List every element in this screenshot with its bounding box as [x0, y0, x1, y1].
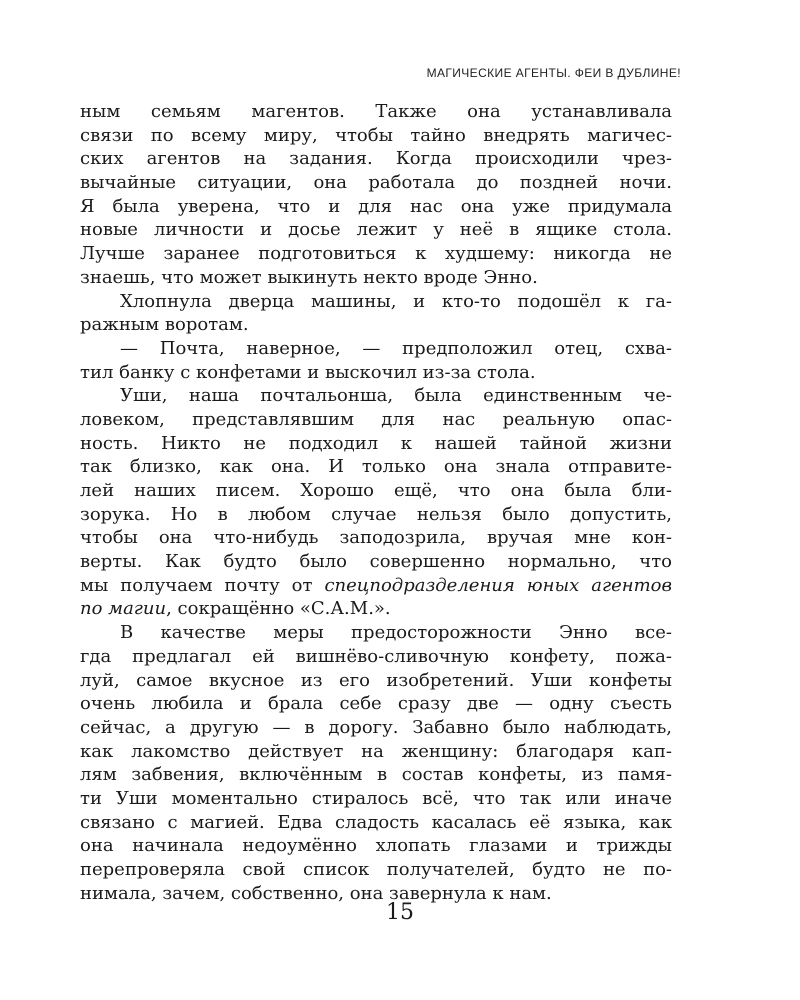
text-line: луй, самое вкусное из его изобретений. Уши конфеты: [80, 669, 672, 691]
body-text: [80, 100, 672, 905]
text-line: Хлопнула дверца машины, и кто-то подошёл к га-: [120, 290, 672, 312]
text-line: В качестве меры предосторожности Энно все-: [120, 622, 672, 644]
text-line: как лакомство действует на женщину: благодаря кап-: [80, 740, 672, 762]
italic-segment: спецподразделения юных агентов: [324, 574, 672, 596]
text-line: [80, 597, 672, 621]
text-line: — Почта, наверное, — предположил отец, схва-: [120, 337, 672, 359]
text-line: связи по всему миру, чтобы тайно внедрять магичес-: [80, 124, 672, 146]
text-line: лей наших писем. Хорошо ещё, что она была бли-: [80, 480, 672, 501]
text-line: знаешь, что может выкинуть некто вроде Энно.: [80, 266, 538, 288]
text-line: новые личности и досье лежит у неё в ящике стола.: [80, 219, 672, 241]
text-line: нимала, зачем, собственно, она завернула к нам.: [80, 882, 552, 904]
text-line: сейчас, а другую — в дорогу. Забавно было наблюдать,: [80, 716, 672, 738]
text-line: ловеком, представлявшим для нас реальную опас-: [80, 408, 672, 430]
italic-segment: по магии: [80, 598, 167, 620]
text-line: Я была уверена, что и для нас она уже придумала: [80, 195, 672, 217]
text-line: ность. Никто не подходил к нашей тайной жизни: [80, 432, 672, 454]
text-segment: мы получаем почту от: [80, 574, 313, 596]
text-line: Уши, наша почтальонша, была единственным че-: [120, 385, 672, 407]
text-line: верты. Как будто было совершенно нормально, что: [80, 551, 672, 573]
running-head: МАГИЧЕСКИЕ АГЕНТЫ. ФЕИ В ДУБЛИНЕ!: [426, 66, 681, 80]
text-line: очень любила и брала себе сразу две — одну съесть: [80, 693, 672, 715]
text-line: вычайные ситуации, она работала до поздней ночи.: [80, 172, 672, 194]
text-line: тил банку с конфетами и выскочил из-за стола.: [80, 361, 536, 383]
text-line: зорука. Но в любом случае нельзя было допустить,: [80, 503, 672, 525]
text-line: связано с магией. Едва сладость касалась её языка, как: [80, 811, 672, 833]
text-line: гда предлагал ей вишнёво-сливочную конфету, пожа-: [80, 645, 672, 667]
text-line: чтобы она что-нибудь заподозрила, вручая мне кон-: [80, 527, 672, 549]
page-number: 15: [386, 900, 414, 925]
text-line: ражным воротам.: [80, 314, 249, 336]
text-line: перепроверяла свой список получателей, будто не по-: [80, 859, 672, 880]
text-line: Лучше заранее подготовиться к худшему: никогда не: [80, 243, 672, 265]
text-line: ным семьям магентов. Также она устанавливала: [80, 101, 672, 122]
text-line: [80, 574, 672, 598]
text-line: ских агентов на задания. Когда происходили чрез-: [80, 148, 672, 170]
text-line: она начинала недоумённо хлопать глазами и трижды: [80, 835, 672, 857]
text-line: лям забвения, включённым в состав конфеты, из памя-: [80, 764, 672, 786]
text-line: так близко, как она. И только она знала отправите-: [80, 456, 672, 478]
text-segment: , сокращённо «С.А.М.».: [166, 598, 391, 620]
text-line: ти Уши моментально стиралось всё, что так или иначе: [80, 787, 672, 809]
